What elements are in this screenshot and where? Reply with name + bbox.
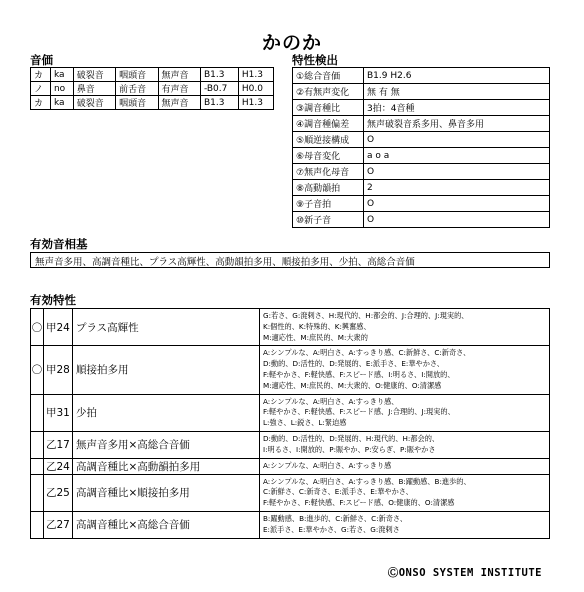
keyword-line: K:個性的、K:特殊的、K:興奮感、 (263, 321, 371, 331)
table-row (293, 84, 550, 100)
feature-name: 高調音種比×高総合音価 (73, 511, 260, 538)
table-row (293, 180, 550, 196)
keyword-line: M:適応性、M:庶民的、M:大衆的、O:健康的、O:清潔感 (263, 380, 442, 390)
tokusei-label: ①総合音価 (293, 68, 364, 84)
onka-cell: 無声音 (158, 68, 200, 82)
tokusei-label: ⑨子音拍 (293, 196, 364, 212)
feature-id: 甲28 (44, 346, 73, 394)
keyword-line: L:強さ、L:鋭さ、L:緊迫感 (263, 418, 347, 428)
onka-cell: H1.3 (238, 68, 273, 82)
tokusei-label: ⑤順逆接構成 (293, 132, 364, 148)
yuko-heading: 有効特性 (30, 293, 76, 307)
tokusei-label: ②有無声変化 (293, 84, 364, 100)
keyword-line: A:シンプルな、A:明白さ、A:すっきり感 (263, 460, 392, 470)
onka-cell: 鼻音 (73, 82, 115, 96)
tokusei-value: O (364, 212, 550, 228)
keyword-line: D:動的、D:活性的、D:発展的、E:派手さ、E:華やかさ、 (263, 359, 444, 369)
table-row (31, 394, 550, 431)
soki-heading: 有効音相基 (30, 237, 88, 251)
feature-keywords (260, 309, 550, 346)
tokusei-value: O (364, 196, 550, 212)
feature-id: 乙27 (44, 511, 73, 538)
onka-cell: 破裂音 (73, 96, 115, 110)
onka-cell: ka (50, 68, 73, 82)
tokusei-label: ⑩新子音 (293, 212, 364, 228)
table-row (31, 96, 274, 110)
feature-name: 順接拍多用 (73, 346, 260, 394)
table-row (293, 164, 550, 180)
table-row (293, 68, 550, 84)
keyword-line: D:動的、D:活性的、D:発展的、H:現代的、H:都会的、 (263, 433, 440, 443)
onka-cell: 無声音 (158, 96, 200, 110)
tokusei-label: ④調音種偏差 (293, 116, 364, 132)
keyword-line: A:シンプルな、A:明白さ、A:すっきり感、 (263, 396, 399, 406)
onka-cell: 有声音 (158, 82, 200, 96)
feature-name: 無声音多用×高総合音価 (73, 431, 260, 458)
feature-id: 乙17 (44, 431, 73, 458)
onka-heading: 音価 (30, 53, 53, 67)
feature-id: 乙25 (44, 474, 73, 511)
tokusei-value: O (364, 132, 550, 148)
keyword-line: C:新鮮さ、C:新奇さ、E:派手さ、E:華やかさ、 (263, 487, 413, 497)
table-row (31, 431, 550, 458)
tokusei-value: O (364, 164, 550, 180)
effective-mark: 〇 (31, 346, 44, 394)
tokusei-value: 3拍：4音種 (364, 100, 550, 116)
feature-id: 甲24 (44, 309, 73, 346)
table-row (293, 148, 550, 164)
copyright-footer: ⒸONSO SYSTEM INSTITUTE (387, 567, 542, 579)
table-row (31, 68, 274, 82)
effective-mark: 〇 (31, 309, 44, 346)
onka-cell: カ (31, 68, 51, 82)
keyword-line: B:躍動感、B:進歩的、C:新鮮さ、C:新奇さ、 (263, 513, 408, 523)
keyword-line: G:若さ、G:溌剌さ、H:現代的、H:都会的、J:合理的、J:現実的、 (263, 311, 469, 320)
table-row (31, 511, 550, 538)
feature-id: 乙24 (44, 458, 73, 474)
keyword-line: M:適応性、M:庶民的、M:大衆的 (263, 332, 368, 342)
tokusei-value: 無 有 無 (364, 84, 550, 100)
keyword-line: F:軽やかさ、F:軽快感、F:スピード感、O:健康的、O:清潔感 (263, 498, 455, 508)
table-row (293, 100, 550, 116)
keyword-line: F:軽やかさ、F:軽快感、F:スピード感、J:合理的、J:現実的、 (263, 407, 455, 417)
onka-table (30, 67, 274, 110)
onka-cell: H0.0 (238, 82, 273, 96)
keyword-line: E:派手さ、E:華やかさ、G:若さ、G:溌剌さ (263, 524, 400, 534)
tokusei-label: ⑦無声化母音 (293, 164, 364, 180)
effective-mark (31, 394, 44, 431)
tokusei-value: a o a (364, 148, 550, 164)
table-row (293, 196, 550, 212)
feature-id: 甲31 (44, 394, 73, 431)
table-row (31, 82, 274, 96)
keyword-line: A:シンプルな、A:明白さ、A:すっきり感、C:新鮮さ、C:新奇さ、 (263, 348, 471, 358)
effective-mark (31, 458, 44, 474)
tokusei-label: ⑧高動韻拍 (293, 180, 364, 196)
onka-cell: 咽頭音 (116, 68, 158, 82)
tokusei-value: B1.9 H2.6 (364, 68, 550, 84)
tokusei-heading: 特性検出 (292, 53, 338, 67)
onka-cell: B1.3 (200, 96, 238, 110)
feature-keywords (260, 346, 550, 394)
onka-cell: 破裂音 (73, 68, 115, 82)
tokusei-label: ⑥母音変化 (293, 148, 364, 164)
effective-mark (31, 431, 44, 458)
feature-keywords (260, 474, 550, 511)
effective-mark (31, 474, 44, 511)
onka-cell: 前舌音 (116, 82, 158, 96)
keyword-line: I:明るさ、I:開放的、P:賑やか、P:安らぎ、P:賑やかさ (263, 444, 436, 454)
effective-mark (31, 511, 44, 538)
feature-keywords (260, 458, 550, 474)
onka-cell: no (50, 82, 73, 96)
keyword-line: A:シンプルな、A:明白さ、A:すっきり感、B:躍動感、B:進歩的、 (263, 476, 471, 486)
feature-name: プラス高輝性 (73, 309, 260, 346)
table-row (31, 346, 550, 394)
onka-cell: 咽頭音 (116, 96, 158, 110)
tokusei-table (292, 67, 550, 228)
onka-cell: カ (31, 96, 51, 110)
feature-name: 高調音種比×高動韻拍多用 (73, 458, 260, 474)
table-row (293, 116, 550, 132)
onka-cell: H1.3 (238, 96, 273, 110)
feature-keywords (260, 394, 550, 431)
table-row (31, 474, 550, 511)
yuko-table (30, 308, 550, 539)
page-title: かのか (261, 32, 322, 54)
keyword-line: F:軽やかさ、F:軽快感、F:スピード感、I:明るさ、I:開放的、 (263, 369, 455, 379)
onka-cell: ka (50, 96, 73, 110)
table-row (31, 309, 550, 346)
feature-name: 高調音種比×順接拍多用 (73, 474, 260, 511)
onka-cell: B1.3 (200, 68, 238, 82)
soki-text: 無声音多用、高調音種比、プラス高輝性、高動韻拍多用、順接拍多用、少拍、高総合音価 (30, 252, 550, 268)
tokusei-label: ③調音種比 (293, 100, 364, 116)
onka-cell: ノ (31, 82, 51, 96)
tokusei-value: 無声破裂音系多用、鼻音多用 (364, 116, 550, 132)
feature-keywords (260, 431, 550, 458)
table-row (31, 458, 550, 474)
table-row (293, 132, 550, 148)
table-row (293, 212, 550, 228)
onka-cell: -B0.7 (200, 82, 238, 96)
feature-name: 少拍 (73, 394, 260, 431)
tokusei-value: 2 (364, 180, 550, 196)
feature-keywords (260, 511, 550, 538)
